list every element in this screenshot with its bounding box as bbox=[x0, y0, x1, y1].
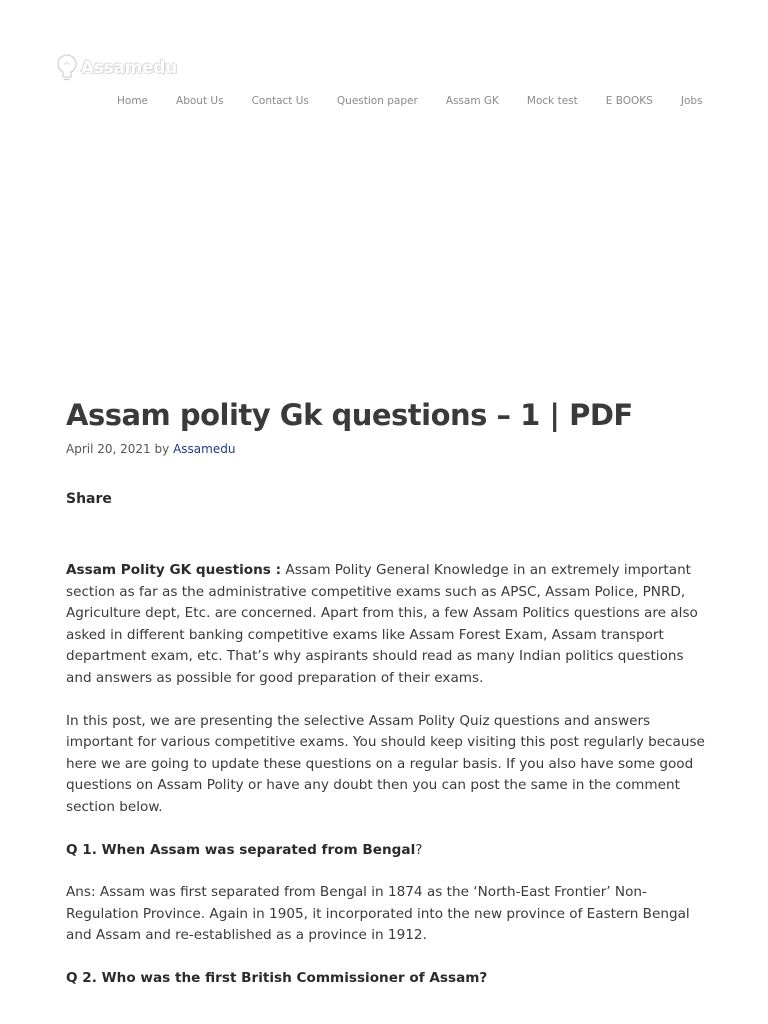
intro-text: Assam Polity General Knowledge in an extremely important section as far as the administrative competitive exams such as APSC, Assam Police, PNRD, Agriculture dept, Etc. are concerned. Apart from this, a few Assam Politics questions are also asked in different banking competitive exams like Assam Forest Exam, Assam transport department exam, etc. That’s why aspirants should read as many Indian politics questions and answers as possible for good preparation of their exams. bbox=[66, 562, 698, 686]
author-link[interactable]: Assamedu bbox=[173, 442, 236, 456]
nav-assam-gk[interactable]: Assam GK bbox=[445, 95, 499, 107]
answer-1: Ans: Assam was first separated from Bengal in 1874 as the ‘North-East Frontier’ Non-Regulation Province. Again in 1905, it incorporated into the new province of Eastern Bengal and Assam and re-established as a province in 1912. bbox=[66, 884, 690, 944]
lightbulb-icon bbox=[56, 53, 78, 83]
site-logo[interactable] bbox=[56, 52, 177, 84]
question-2 bbox=[66, 968, 706, 990]
question-1 bbox=[66, 840, 706, 862]
logo-text: Assamedu bbox=[81, 58, 177, 78]
main-nav bbox=[117, 95, 703, 107]
nav-about-us[interactable]: About Us bbox=[176, 95, 224, 107]
question-1-mark: ? bbox=[415, 841, 423, 858]
post-meta bbox=[66, 441, 706, 457]
intro-paragraph bbox=[66, 560, 706, 690]
share-label: Share bbox=[66, 491, 112, 507]
site-header bbox=[0, 0, 768, 130]
question-2-text: Q 2. Who was the first British Commissioner of Assam? bbox=[66, 969, 488, 986]
body-paragraph: In this post, we are presenting the selective Assam Polity Quiz questions and answers important for various competitive exams. You should keep visiting this post regularly because here we are going to update these questions on a regular basis. If you also have some good questions on Assam Polity or have any doubt then you can post the same in the comment section below. bbox=[66, 712, 705, 815]
nav-mock-test[interactable]: Mock test bbox=[526, 95, 578, 107]
intro-lead: Assam Polity GK questions : bbox=[66, 562, 282, 578]
article bbox=[66, 394, 706, 990]
nav-jobs[interactable]: Jobs bbox=[680, 95, 703, 107]
nav-ebooks[interactable]: E BOOKS bbox=[605, 95, 653, 107]
question-1-text: Q 1. When Assam was separated from Bengal bbox=[66, 841, 416, 858]
post-date: April 20, 2021 bbox=[66, 442, 151, 456]
nav-home[interactable]: Home bbox=[117, 95, 149, 107]
nav-contact-us[interactable]: Contact Us bbox=[251, 95, 309, 107]
page-title: Assam polity Gk questions – 1 | PDF bbox=[66, 398, 633, 432]
nav-question-paper[interactable]: Question paper bbox=[336, 95, 418, 107]
post-by-label: by bbox=[154, 442, 170, 456]
